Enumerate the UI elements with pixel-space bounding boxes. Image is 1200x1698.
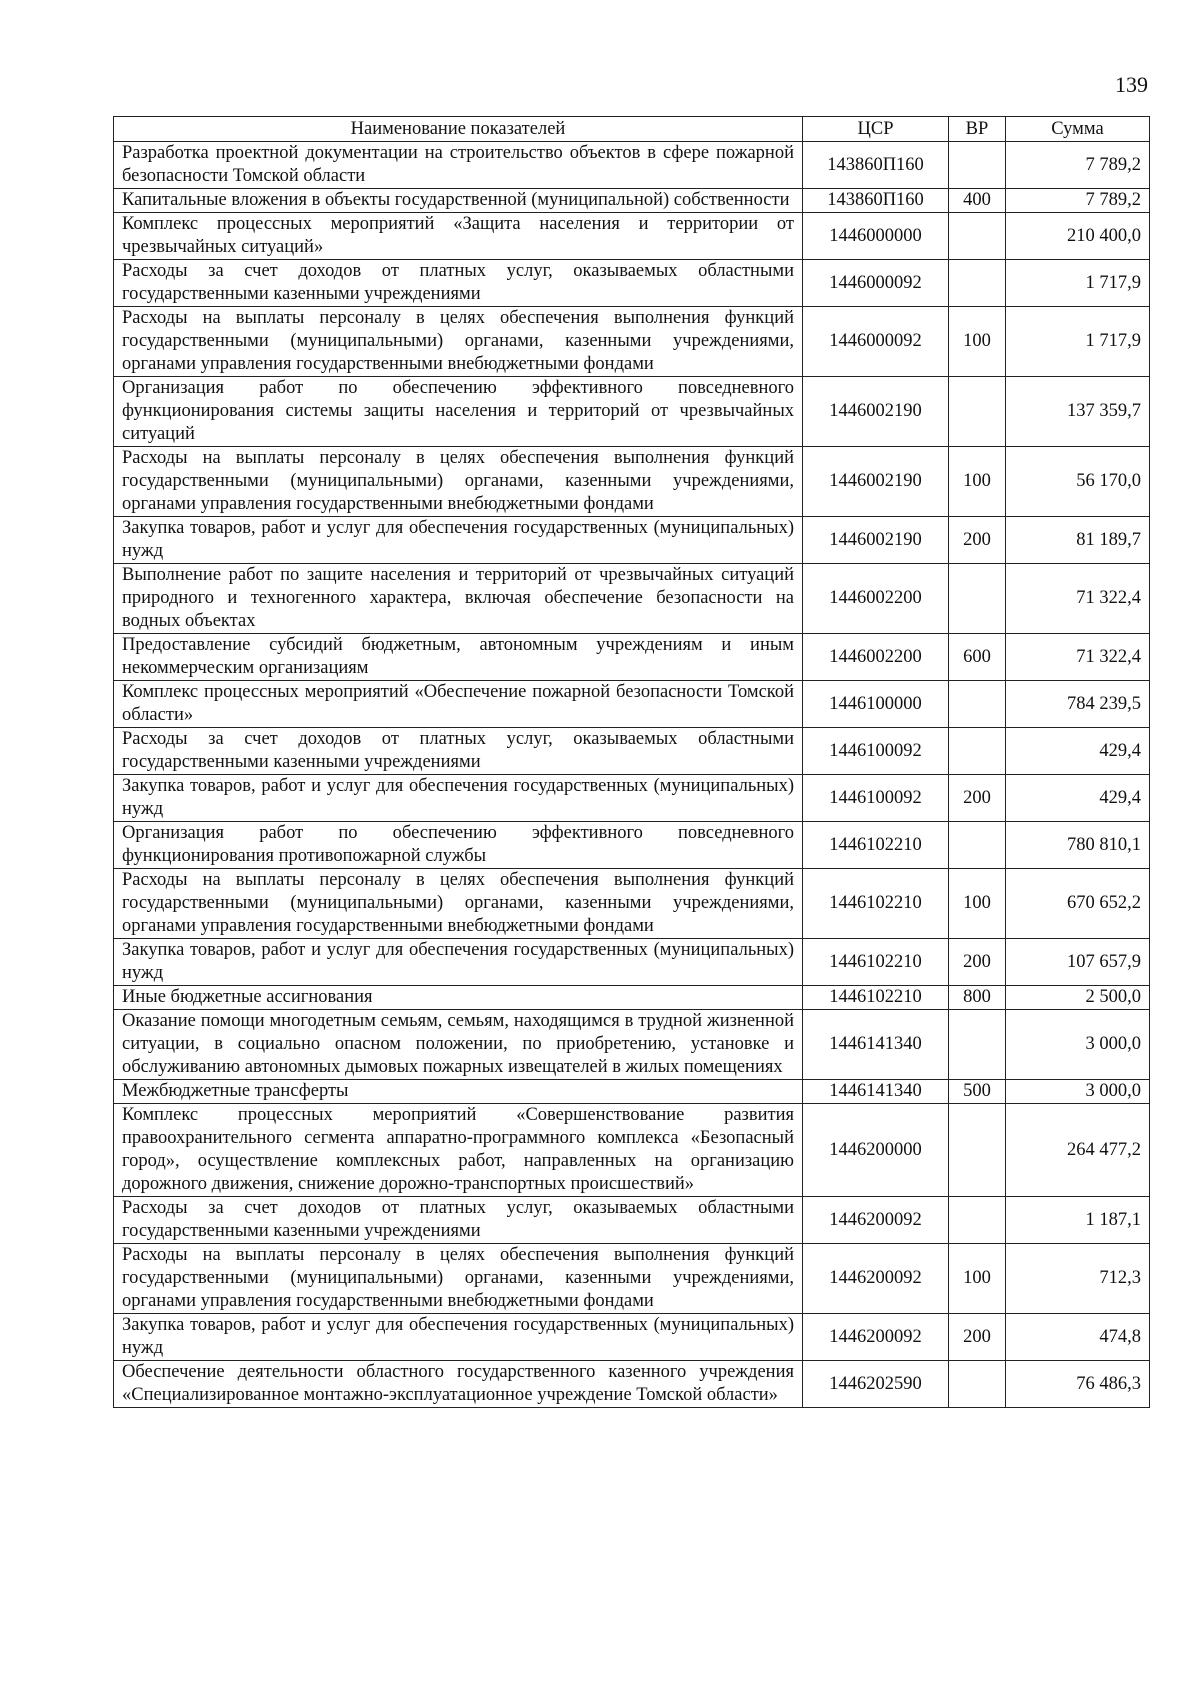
cell-vr <box>949 142 1006 189</box>
cell-sum: 7 789,2 <box>1006 189 1150 213</box>
table-row <box>114 1361 1150 1408</box>
cell-sum: 71 322,4 <box>1006 564 1150 634</box>
cell-vr <box>949 213 1006 260</box>
cell-name: Комплекс процессных мероприятий «Совершенствование развития правоохранительного сегмента аппаратно-программного комплекса «Безопасный город», осуществление комплексных работ, направленных на организацию дорожного движения, снижение дорожно-транспортных происшествий» <box>114 1104 803 1197</box>
cell-csr: 1446002190 <box>803 447 949 517</box>
cell-vr <box>949 822 1006 869</box>
cell-name: Организация работ по обеспечению эффективного повседневного функционирования системы защиты населения и территорий от чрезвычайных ситуаций <box>114 377 803 447</box>
cell-csr: 1446200000 <box>803 1104 949 1197</box>
cell-vr <box>949 377 1006 447</box>
cell-vr: 100 <box>949 307 1006 377</box>
cell-vr <box>949 1361 1006 1408</box>
header-name: Наименование показателей <box>114 117 803 142</box>
cell-sum: 210 400,0 <box>1006 213 1150 260</box>
cell-csr: 1446002200 <box>803 564 949 634</box>
table-row <box>114 869 1150 939</box>
cell-name: Обеспечение деятельности областного государственного казенного учреждения «Специализированное монтажно-эксплуатационное учреждение Томской области» <box>114 1361 803 1408</box>
cell-vr: 100 <box>949 447 1006 517</box>
cell-sum: 1 187,1 <box>1006 1197 1150 1244</box>
cell-sum: 1 717,9 <box>1006 260 1150 307</box>
cell-vr <box>949 728 1006 775</box>
cell-name: Расходы за счет доходов от платных услуг, оказываемых областными государственными казенными учреждениями <box>114 260 803 307</box>
page-number: 139 <box>1115 72 1148 97</box>
budget-table <box>113 116 1150 1408</box>
cell-sum: 3 000,0 <box>1006 1010 1150 1080</box>
cell-csr: 1446200092 <box>803 1314 949 1361</box>
cell-sum: 7 789,2 <box>1006 142 1150 189</box>
cell-csr: 1446102210 <box>803 939 949 986</box>
table-row <box>114 1080 1150 1104</box>
table-header-row <box>114 117 1150 142</box>
cell-vr: 600 <box>949 634 1006 681</box>
cell-sum: 81 189,7 <box>1006 517 1150 564</box>
cell-sum: 780 810,1 <box>1006 822 1150 869</box>
header-vr: ВР <box>949 117 1006 142</box>
cell-name: Расходы за счет доходов от платных услуг, оказываемых областными государственными казенными учреждениями <box>114 728 803 775</box>
cell-sum: 137 359,7 <box>1006 377 1150 447</box>
cell-sum: 429,4 <box>1006 775 1150 822</box>
cell-name: Организация работ по обеспечению эффективного повседневного функционирования противопожарной службы <box>114 822 803 869</box>
cell-sum: 76 486,3 <box>1006 1361 1150 1408</box>
table-row <box>114 822 1150 869</box>
cell-name: Комплекс процессных мероприятий «Обеспечение пожарной безопасности Томской области» <box>114 681 803 728</box>
cell-name: Закупка товаров, работ и услуг для обеспечения государственных (муниципальных) нужд <box>114 517 803 564</box>
cell-sum: 264 477,2 <box>1006 1104 1150 1197</box>
cell-vr: 200 <box>949 939 1006 986</box>
cell-csr: 1446102210 <box>803 986 949 1010</box>
cell-name: Разработка проектной документации на строительство объектов в сфере пожарной безопасности Томской области <box>114 142 803 189</box>
cell-vr <box>949 1010 1006 1080</box>
cell-sum: 670 652,2 <box>1006 869 1150 939</box>
cell-sum: 474,8 <box>1006 1314 1150 1361</box>
cell-csr: 143860П160 <box>803 189 949 213</box>
cell-name: Расходы на выплаты персоналу в целях обеспечения выполнения функций государственными (муниципальными) органами, казенными учреждениями, органами управления государственными внебюджетными фондами <box>114 307 803 377</box>
table-row <box>114 189 1150 213</box>
table-row <box>114 1104 1150 1197</box>
table-row <box>114 377 1150 447</box>
cell-sum: 1 717,9 <box>1006 307 1150 377</box>
table-row <box>114 564 1150 634</box>
table-row <box>114 447 1150 517</box>
cell-vr <box>949 1197 1006 1244</box>
cell-name: Закупка товаров, работ и услуг для обеспечения государственных (муниципальных) нужд <box>114 939 803 986</box>
cell-sum: 429,4 <box>1006 728 1150 775</box>
cell-name: Расходы на выплаты персоналу в целях обеспечения выполнения функций государственными (муниципальными) органами, казенными учреждениями, органами управления государственными внебюджетными фондами <box>114 1244 803 1314</box>
cell-sum: 71 322,4 <box>1006 634 1150 681</box>
cell-vr: 100 <box>949 869 1006 939</box>
table-row <box>114 1314 1150 1361</box>
cell-vr: 500 <box>949 1080 1006 1104</box>
table-row <box>114 986 1150 1010</box>
cell-vr: 200 <box>949 517 1006 564</box>
table-row <box>114 634 1150 681</box>
cell-sum: 712,3 <box>1006 1244 1150 1314</box>
table-row <box>114 307 1150 377</box>
cell-csr: 1446100092 <box>803 728 949 775</box>
cell-csr: 143860П160 <box>803 142 949 189</box>
cell-name: Иные бюджетные ассигнования <box>114 986 803 1010</box>
cell-csr: 1446100092 <box>803 775 949 822</box>
table-row <box>114 517 1150 564</box>
cell-vr <box>949 1104 1006 1197</box>
cell-csr: 1446202590 <box>803 1361 949 1408</box>
cell-sum: 107 657,9 <box>1006 939 1150 986</box>
cell-csr: 1446102210 <box>803 869 949 939</box>
cell-vr: 200 <box>949 1314 1006 1361</box>
cell-csr: 1446141340 <box>803 1010 949 1080</box>
cell-name: Закупка товаров, работ и услуг для обеспечения государственных (муниципальных) нужд <box>114 1314 803 1361</box>
cell-name: Расходы на выплаты персоналу в целях обеспечения выполнения функций государственными (муниципальными) органами, казенными учреждениями, органами управления государственными внебюджетными фондами <box>114 447 803 517</box>
table-row <box>114 681 1150 728</box>
cell-csr: 1446002190 <box>803 377 949 447</box>
cell-csr: 1446102210 <box>803 822 949 869</box>
cell-sum: 2 500,0 <box>1006 986 1150 1010</box>
cell-vr <box>949 260 1006 307</box>
cell-csr: 1446141340 <box>803 1080 949 1104</box>
cell-name: Капитальные вложения в объекты государственной (муниципальной) собственности <box>114 189 803 213</box>
cell-sum: 784 239,5 <box>1006 681 1150 728</box>
cell-name: Межбюджетные трансферты <box>114 1080 803 1104</box>
table-row <box>114 939 1150 986</box>
table-row <box>114 1010 1150 1080</box>
cell-name: Комплекс процессных мероприятий «Защита населения и территории от чрезвычайных ситуаций» <box>114 213 803 260</box>
cell-name: Предоставление субсидий бюджетным, автономным учреждениям и иным некоммерческим организациям <box>114 634 803 681</box>
cell-vr: 100 <box>949 1244 1006 1314</box>
table-row <box>114 213 1150 260</box>
cell-csr: 1446200092 <box>803 1197 949 1244</box>
cell-csr: 1446000092 <box>803 260 949 307</box>
table-row <box>114 1197 1150 1244</box>
cell-sum: 3 000,0 <box>1006 1080 1150 1104</box>
cell-csr: 1446000000 <box>803 213 949 260</box>
cell-csr: 1446200092 <box>803 1244 949 1314</box>
table-row <box>114 142 1150 189</box>
cell-vr: 400 <box>949 189 1006 213</box>
cell-sum: 56 170,0 <box>1006 447 1150 517</box>
table-row <box>114 728 1150 775</box>
table-row <box>114 775 1150 822</box>
cell-name: Закупка товаров, работ и услуг для обеспечения государственных (муниципальных) нужд <box>114 775 803 822</box>
cell-name: Оказание помощи многодетным семьям, семьям, находящимся в трудной жизненной ситуации, в социально опасном положении, по приобретению, установке и обслуживанию автономных дымовых пожарных извещателей в жилых помещениях <box>114 1010 803 1080</box>
cell-vr <box>949 564 1006 634</box>
cell-name: Расходы на выплаты персоналу в целях обеспечения выполнения функций государственными (муниципальными) органами, казенными учреждениями, органами управления государственными внебюджетными фондами <box>114 869 803 939</box>
cell-vr: 200 <box>949 775 1006 822</box>
cell-name: Выполнение работ по защите населения и территорий от чрезвычайных ситуаций природного и техногенного характера, включая обеспечение безопасности на водных объектах <box>114 564 803 634</box>
header-sum: Сумма <box>1006 117 1150 142</box>
table-row <box>114 260 1150 307</box>
cell-csr: 1446100000 <box>803 681 949 728</box>
cell-vr: 800 <box>949 986 1006 1010</box>
table-row <box>114 1244 1150 1314</box>
cell-csr: 1446002190 <box>803 517 949 564</box>
cell-csr: 1446002200 <box>803 634 949 681</box>
cell-vr <box>949 681 1006 728</box>
cell-name: Расходы за счет доходов от платных услуг, оказываемых областными государственными казенными учреждениями <box>114 1197 803 1244</box>
cell-csr: 1446000092 <box>803 307 949 377</box>
header-csr: ЦСР <box>803 117 949 142</box>
